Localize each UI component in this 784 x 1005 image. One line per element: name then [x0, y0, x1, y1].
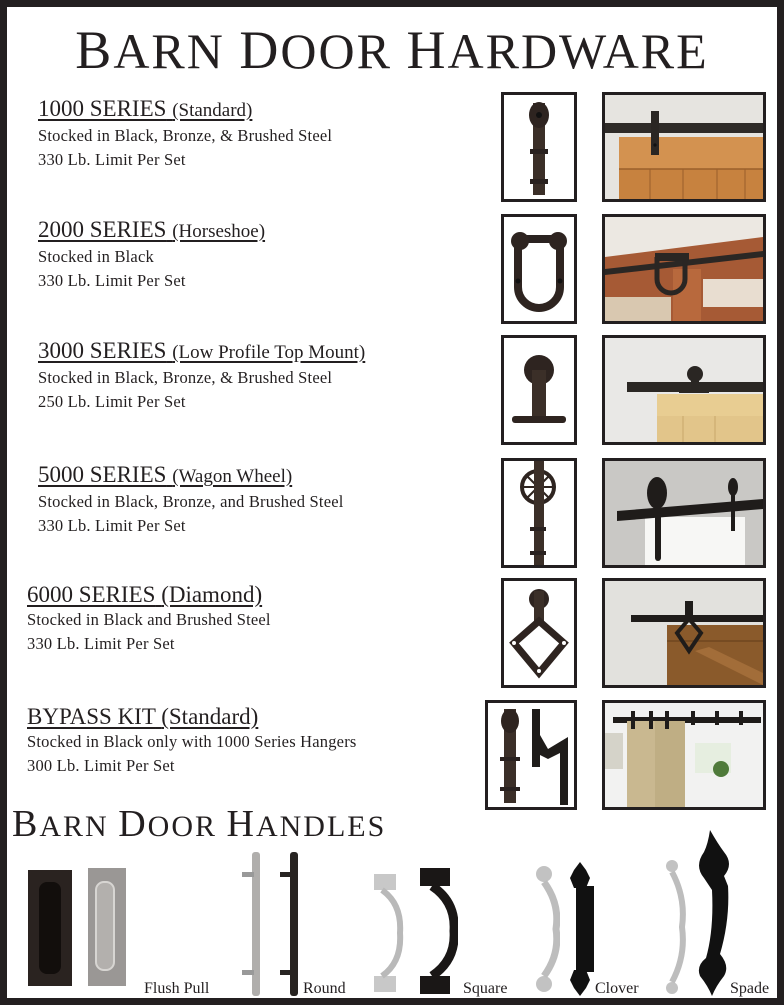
series-bypass-kit [27, 704, 357, 778]
series-heading: BYPASS KIT (Standard) [27, 704, 259, 729]
series-weight-limit: 330 Lb. Limit Per Set [38, 516, 186, 535]
series-weight-limit: 330 Lb. Limit Per Set [38, 271, 186, 290]
handles-section-title: BARN DOOR HANDLES [12, 803, 387, 845]
series-heading: 6000 SERIES (Diamond) [27, 582, 263, 607]
series-1000 [38, 96, 332, 172]
horseshoe-hanger-icon [501, 214, 577, 324]
strap-hanger-icon [501, 92, 577, 202]
square-handle-steel-icon [374, 874, 404, 992]
handle-label-flush-pull: Flush Pull [144, 980, 210, 997]
series-2000 [38, 217, 265, 293]
page-title: BARN DOOR HARDWARE [75, 20, 709, 80]
round-handle-steel-icon [240, 852, 264, 996]
series-finish: Stocked in Black, Bronze, & Brushed Steel [38, 126, 333, 145]
round-handle-black-icon [278, 852, 302, 996]
bypass-bracket-icon [485, 700, 577, 810]
series-weight-limit: 330 Lb. Limit Per Set [27, 634, 175, 653]
series-heading: 5000 SERIES (Wagon Wheel) [38, 462, 293, 487]
bypass-double-doors [602, 700, 766, 810]
series-weight-limit: 330 Lb. Limit Per Set [38, 150, 186, 169]
clover-handle-black-icon [568, 862, 598, 996]
top-mount-hanger-icon [501, 335, 577, 445]
series-finish: Stocked in Black [38, 247, 154, 266]
spade-handle-steel-icon [664, 858, 686, 996]
series-3000 [38, 338, 365, 414]
flush-pull-black-icon [28, 870, 72, 986]
flush-pull-steel-icon [88, 868, 126, 986]
series-weight-limit: 300 Lb. Limit Per Set [27, 756, 175, 775]
wagon-wheel-hanger-icon [501, 458, 577, 568]
standard-hanger-on-wood-door [602, 92, 766, 202]
square-handle-black-icon [420, 868, 458, 994]
wagon-wheel-hanger-on-white-door [602, 458, 766, 568]
handle-label-round: Round [303, 980, 346, 997]
series-finish: Stocked in Black only with 1000 Series Hangers [27, 732, 357, 751]
series-5000 [38, 462, 344, 538]
series-heading: 1000 SERIES (Standard) [38, 96, 253, 121]
diamond-hanger-on-stained-door [602, 578, 766, 688]
diamond-hanger-icon [501, 578, 577, 688]
handle-label-clover: Clover [595, 980, 639, 997]
top-mount-hanger-on-pine-door [602, 335, 766, 445]
handle-label-square: Square [463, 980, 508, 997]
spade-handle-black-icon [694, 830, 734, 996]
series-heading: 3000 SERIES (Low Profile Top Mount) [38, 338, 366, 363]
series-finish: Stocked in Black, Bronze, & Brushed Steel [38, 368, 333, 387]
series-weight-limit: 250 Lb. Limit Per Set [38, 392, 186, 411]
clover-handle-steel-icon [534, 864, 560, 994]
series-heading: 2000 SERIES (Horseshoe) [38, 217, 266, 242]
handle-label-spade: Spade [730, 980, 770, 997]
series-6000 [27, 582, 271, 656]
series-finish: Stocked in Black and Brushed Steel [27, 610, 271, 629]
series-finish: Stocked in Black, Bronze, and Brushed Steel [38, 492, 344, 511]
horseshoe-hanger-on-red-wood-door [602, 214, 766, 324]
